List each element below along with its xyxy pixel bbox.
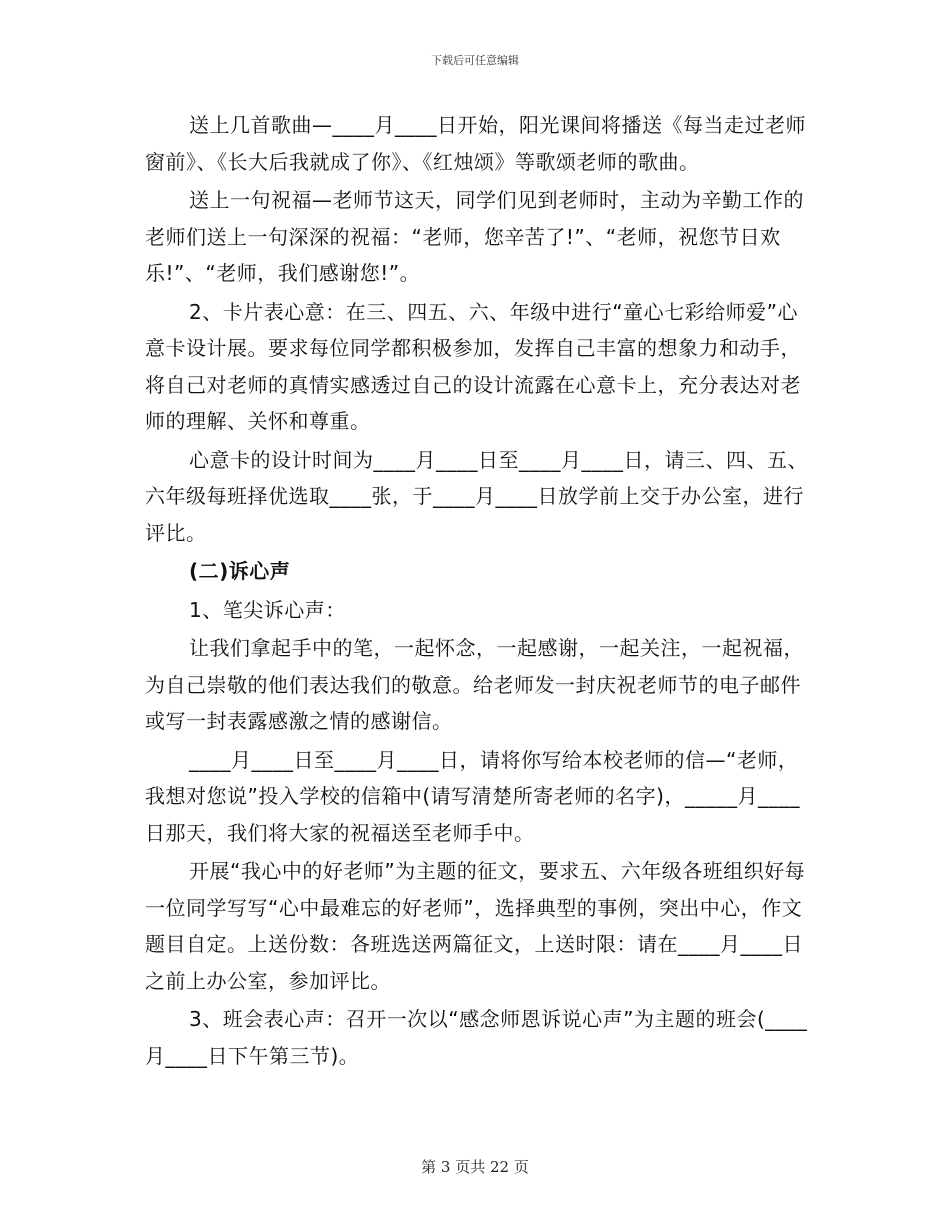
- paragraph-essay: 开展“我心中的好老师”为主题的征文，要求五、六年级各班组织好每一位同学写写“心中最难忘的好老师”，选择典型的事例，突出中心，作文题目自定。上送份数：各班选送两篇征文，上送时限：请在____月____日之前上办公室，参加评比。: [145, 859, 806, 993]
- paragraph-card-schedule: 心意卡的设计时间为____月____日至____月____日，请三、四、五、六年级每班择优选取____张，于____月____日放学前上交于办公室，进行评比。: [145, 447, 808, 545]
- section-heading: (二)诉心声: [189, 559, 291, 583]
- page-header: 下载后可任意编辑: [431, 54, 519, 67]
- page-footer: 第 3 页共 22 页: [421, 1158, 529, 1176]
- paragraph-card-intro: 2、卡片表心意：在三、四五、六、年级中进行“童心七彩给师爱”心意卡设计展。要求每位同学都积极参加，发挥自己丰富的想象力和动手，将自己对老师的真情实感透过自己的设计流露在心意卡上，充分表达对老师的理解、关怀和尊重。: [145, 299, 801, 433]
- paragraph-blessing: 送上一句祝福—老师节这天，同学们见到老师时，主动为辛勤工作的老师们送上一句深深的祝福：“老师，您辛苦了!”、“老师，祝您节日欢乐!”、“老师，我们感谢您!”。: [145, 188, 804, 285]
- document-body: [145, 107, 810, 1074]
- paragraph-pen: 让我们拿起手中的笔，一起怀念，一起感谢，一起关注，一起祝福，为自己崇敬的他们表达我们的敬意。给老师发一封庆祝老师节的电子邮件或写一封表露感激之情的感谢信。: [145, 636, 804, 733]
- paragraph-letter: ____月____日至____月____日，请将你写给本校老师的信—“老师，我想对您说”投入学校的信箱中(请写清楚所寄老师的名字)，_____月____日那天，我们将大家的祝福送至老师手中。: [145, 747, 800, 845]
- subheading-pen: 1、笔尖诉心声：: [189, 597, 346, 622]
- paragraph-class-meeting: 3、班会表心声：召开一次以“感念师恩诉说心声”为主题的班会(____月____日下午第三节)。: [145, 1007, 808, 1068]
- paragraph-songs: 送上几首歌曲—____月____日开始，阳光课间将播送《每当走过老师窗前》、《长大后我就成了你》、《红烛颂》等歌颂老师的歌曲。: [145, 113, 806, 174]
